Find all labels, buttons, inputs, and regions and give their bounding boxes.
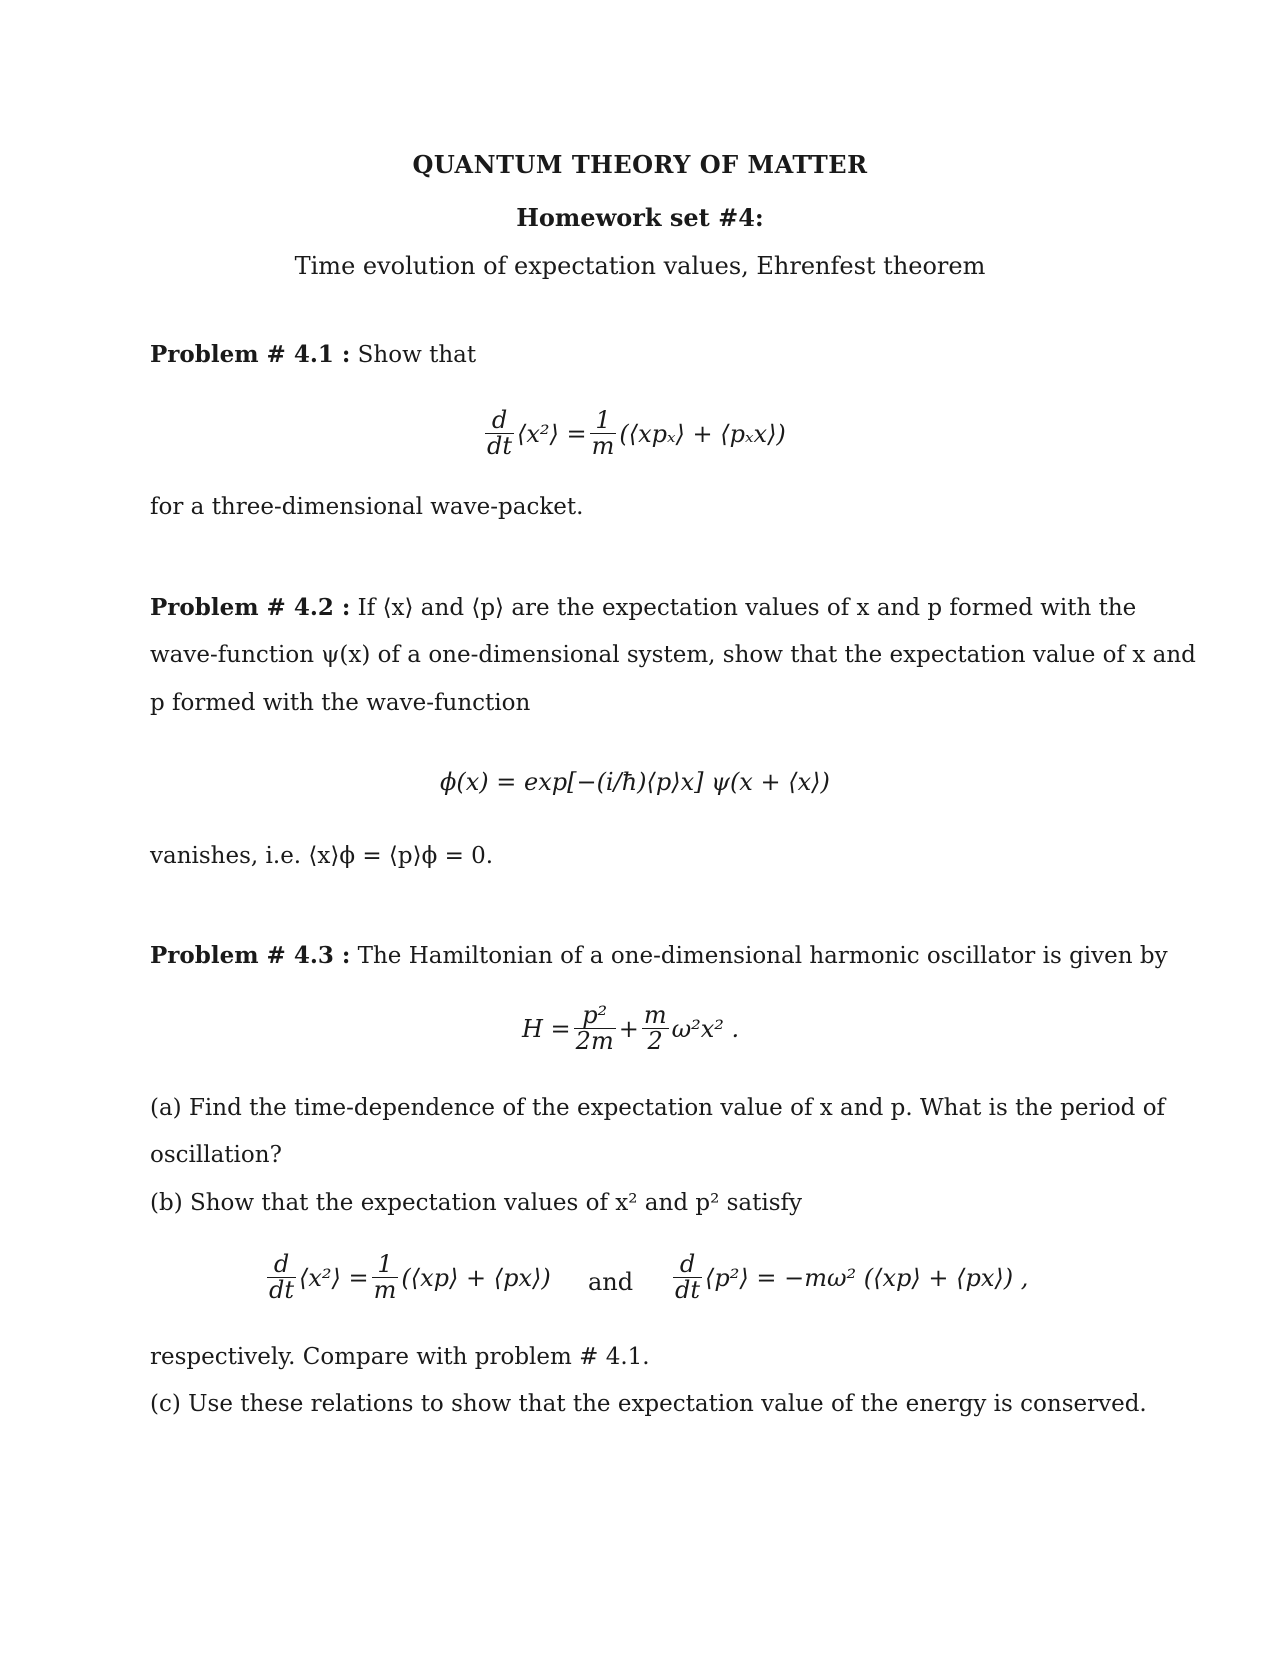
course-title: QUANTUM THEORY OF MATTER xyxy=(412,150,868,179)
problem-4-2-line1 xyxy=(150,596,1136,620)
kinetic-term: $\frac{\text{p²}}{2m}$ xyxy=(575,1001,614,1056)
potential-coefficient: $\frac{m}{2}$ xyxy=(643,1001,667,1056)
problem-4-2-label: Problem # 4.2 : xyxy=(150,594,351,621)
problem-4-1-intro xyxy=(150,343,476,367)
problem-4-2-line1-text: If ⟨x⟩ and ⟨p⟩ are the expectation values of x and p formed with the xyxy=(357,595,1137,621)
homework-set-title: Homework set #4: xyxy=(516,203,764,232)
problem-4-1-label: Problem # 4.1 : xyxy=(150,341,351,368)
hamiltonian-equation xyxy=(522,1003,739,1054)
one-over-m: $\frac{1}{m}$ xyxy=(373,1250,397,1305)
respectively-line: respectively. Compare with problem # 4.1. xyxy=(150,1344,650,1370)
part-b: (b) Show that the expectation values of x² and p² satisfy xyxy=(150,1190,803,1216)
part-b-equation-p2 xyxy=(670,1252,1028,1303)
derivative-operator: $\frac{d}{dt}$ xyxy=(675,1250,701,1305)
problem-4-1-intro-text: Show that xyxy=(357,342,477,368)
plus-sign: + xyxy=(618,1014,639,1043)
x2-rhs: (⟨xp⟩ + ⟨px⟩) xyxy=(401,1263,551,1292)
and-word: and xyxy=(588,1268,634,1296)
problem-4-2-equation: ϕ(x) = exp[−(i/ħ)⟨p⟩x] ψ(x + ⟨x⟩) xyxy=(440,768,830,796)
rhs-fraction: $\frac{1}{m}$ xyxy=(591,406,615,461)
problem-4-2-conclusion: vanishes, i.e. ⟨x⟩ϕ = ⟨p⟩ϕ = 0. xyxy=(150,843,494,869)
lhs-expectation: ⟨x²⟩ = xyxy=(517,419,587,448)
problem-4-2-line2: wave-function ψ(x) of a one-dimensional system, show that the expectation value of x and xyxy=(150,642,1196,668)
derivative-operator: $\frac{d}{dt}$ xyxy=(269,1250,295,1305)
problem-4-1-outro: for a three-dimensional wave-packet. xyxy=(150,494,584,520)
x2-expectation: ⟨x²⟩ = xyxy=(299,1263,369,1292)
part-a-line2: oscillation? xyxy=(150,1142,282,1168)
p2-equation-rhs: ⟨p²⟩ = −mω² (⟨xp⟩ + ⟨px⟩) , xyxy=(705,1263,1029,1292)
hamiltonian-lhs: H = xyxy=(522,1014,571,1043)
problem-4-3-label: Problem # 4.3 : xyxy=(150,942,351,969)
rhs-expression: (⟨xpₓ⟩ + ⟨pₓx⟩) xyxy=(619,419,786,448)
topic-line: Time evolution of expectation values, Ehrenfest theorem xyxy=(294,252,986,280)
problem-4-3-intro xyxy=(150,944,1168,968)
part-c: (c) Use these relations to show that the expectation value of the energy is conserved. xyxy=(150,1391,1147,1417)
potential-term: ω²x² . xyxy=(671,1014,740,1043)
problem-4-3-intro-text: The Hamiltonian of a one-dimensional harmonic oscillator is given by xyxy=(357,943,1168,969)
problem-4-1-equation xyxy=(482,408,786,459)
derivative-operator: $\frac{d}{dt}$ xyxy=(487,406,513,461)
problem-4-2-line3: p formed with the wave-function xyxy=(150,690,531,716)
part-b-equation-x2 xyxy=(264,1252,551,1303)
part-a-line1: (a) Find the time-dependence of the expectation value of x and p. What is the period of xyxy=(150,1095,1166,1121)
